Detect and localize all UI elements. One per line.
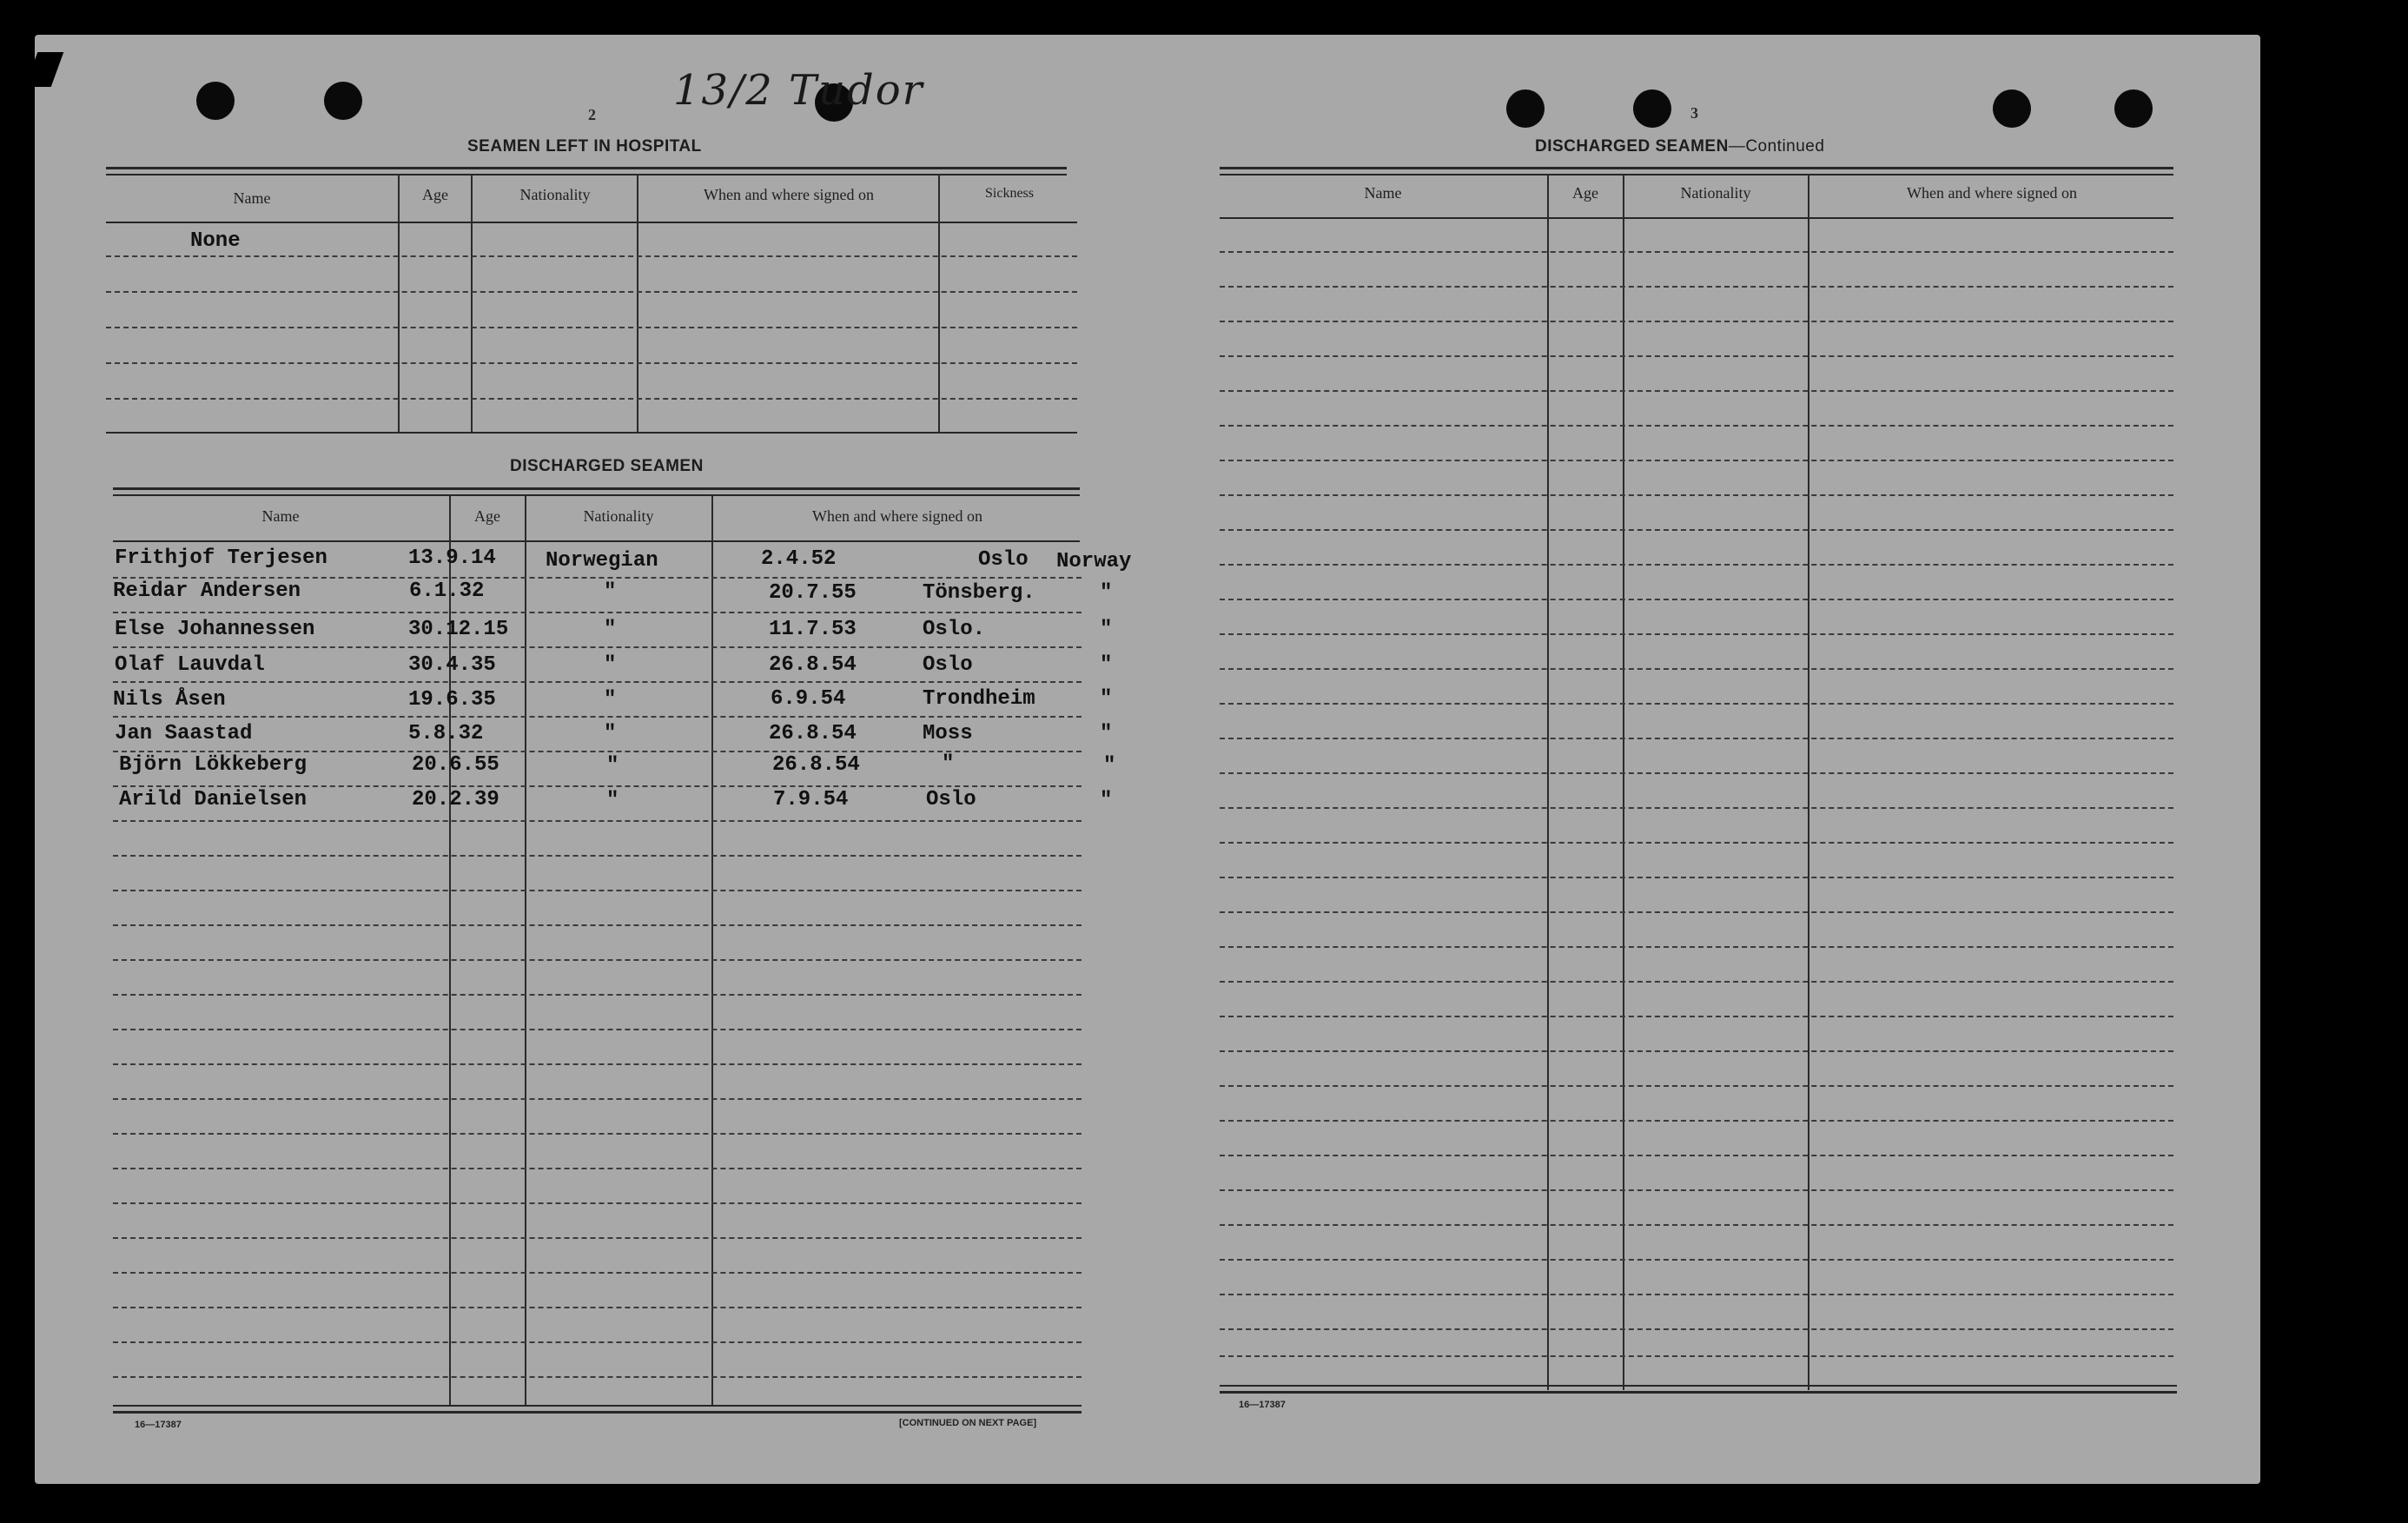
table-rule <box>113 1341 1082 1343</box>
table-rule <box>113 890 1082 891</box>
discharged-row-place: Oslo <box>926 788 976 811</box>
handwritten-note: 13/2 Tudor <box>673 66 924 115</box>
punch-hole <box>324 82 362 120</box>
table-rule <box>1220 772 2173 774</box>
table-rule <box>106 255 1077 257</box>
table-rule <box>113 1237 1082 1239</box>
table-rule <box>106 362 1077 364</box>
discharged-row-name: Arild Danielsen <box>119 788 308 811</box>
table-rule <box>1220 564 2173 566</box>
discharged-col-nationality: Nationality <box>583 507 654 525</box>
table-rule <box>113 646 1082 648</box>
table-rule <box>113 540 1080 542</box>
table-rule <box>113 959 1082 961</box>
table-rule <box>1220 355 2173 357</box>
discharged-row-age: 20.6.55 <box>412 753 499 777</box>
discharged-row-nationality: " <box>604 618 617 641</box>
table-rule <box>113 855 1082 857</box>
table-rule <box>1220 1120 2173 1122</box>
table-rule <box>1220 1294 2173 1295</box>
table-column-divider <box>938 174 940 432</box>
table-rule <box>1220 425 2173 427</box>
discharged-row-nationality: " <box>604 722 617 745</box>
discharged-row-age: 30.12.15 <box>408 618 509 641</box>
table-rule <box>113 1376 1082 1378</box>
table-rule <box>113 487 1080 490</box>
discharged-row-country: " <box>1100 581 1113 605</box>
discharged-row-country: " <box>1100 653 1113 677</box>
discharged-row-nationality: " <box>604 653 617 677</box>
discharged-row-country: " <box>1100 618 1113 641</box>
table-rule <box>1220 529 2173 531</box>
table-rule <box>1220 494 2173 496</box>
discharged-row-date: 20.7.55 <box>769 581 857 605</box>
hospital-col-sickness: Sickness <box>985 186 1034 201</box>
hospital-row-name: None <box>190 229 241 253</box>
continued-note: [CONTINUED ON NEXT PAGE] <box>899 1418 1037 1428</box>
table-rule <box>113 1411 1082 1414</box>
punch-hole <box>1506 89 1545 128</box>
table-rule <box>113 1133 1082 1135</box>
table-rule <box>1220 217 2173 219</box>
table-rule <box>1220 251 2173 253</box>
table-rule <box>1220 599 2173 600</box>
discharged-row-country: " <box>1100 687 1113 711</box>
discharged-row-place: Moss <box>923 722 973 745</box>
right-page-number: 3 <box>1690 104 1698 122</box>
table-rule <box>113 494 1080 496</box>
table-rule <box>113 612 1082 613</box>
discharged-row-date: 6.9.54 <box>771 687 846 711</box>
discharged-row-country: " <box>1103 754 1116 778</box>
discharged-row-age: 6.1.32 <box>409 579 485 603</box>
table-rule <box>113 1029 1082 1030</box>
discharged-row-place: Oslo <box>978 548 1029 572</box>
discharged-row-date: 7.9.54 <box>773 788 849 811</box>
punch-hole <box>1993 89 2031 128</box>
table-rule <box>1220 1385 2177 1387</box>
hospital-section-title: SEAMEN LEFT IN HOSPITAL <box>467 137 702 156</box>
table-rule <box>1220 877 2173 878</box>
table-rule <box>106 398 1077 400</box>
table-rule <box>1220 1155 2173 1156</box>
discharged-row-age: 5.8.32 <box>408 722 484 745</box>
discharged-row-country: " <box>1100 722 1113 745</box>
discharged-row-name: Nils Åsen <box>113 688 226 712</box>
form-number: 16—17387 <box>1239 1400 1286 1410</box>
table-column-divider <box>471 174 473 432</box>
table-column-divider <box>711 494 713 1407</box>
discharged-continued-title-main: DISCHARGED SEAMEN <box>1535 137 1729 156</box>
discharged-row-date: 26.8.54 <box>769 722 857 745</box>
discharged-row-age: 20.2.39 <box>412 788 499 811</box>
table-rule <box>113 994 1082 996</box>
continued-col-age: Age <box>1572 184 1598 202</box>
discharged-row-date: 2.4.52 <box>761 547 837 571</box>
discharged-row-name: Frithjof Terjesen <box>115 546 327 570</box>
table-rule <box>113 1272 1082 1274</box>
discharged-continued-title <box>1535 137 1824 156</box>
discharged-row-nationality: " <box>606 754 619 778</box>
table-rule <box>1220 807 2173 809</box>
table-column-divider <box>525 494 526 1407</box>
table-rule <box>113 820 1082 822</box>
table-rule <box>113 751 1082 752</box>
discharged-row-nationality: " <box>604 580 617 604</box>
table-rule <box>106 291 1077 293</box>
table-rule <box>1220 1189 2173 1191</box>
table-rule <box>106 174 1067 175</box>
discharged-col-signed-on: When and where signed on <box>812 507 982 525</box>
discharged-row-age: 30.4.35 <box>408 653 496 677</box>
table-rule <box>1220 1224 2173 1226</box>
table-rule <box>106 432 1077 434</box>
hospital-col-name: Name <box>233 189 271 207</box>
discharged-row-name: Olaf Lauvdal <box>115 653 265 677</box>
table-rule <box>1220 633 2173 635</box>
table-column-divider <box>637 174 638 432</box>
table-rule <box>1220 1391 2177 1394</box>
table-rule <box>113 1202 1082 1204</box>
discharged-section-title: DISCHARGED SEAMEN <box>510 457 704 475</box>
discharged-row-place: Oslo. <box>923 618 986 641</box>
table-rule <box>1220 981 2173 983</box>
table-rule <box>113 1098 1082 1100</box>
hospital-col-signed-on: When and where signed on <box>704 186 874 203</box>
table-rule <box>106 327 1077 328</box>
table-rule <box>113 577 1082 579</box>
table-rule <box>1220 390 2173 392</box>
left-page-number: 2 <box>588 106 596 123</box>
table-rule <box>1220 1259 2173 1261</box>
table-rule <box>113 785 1082 787</box>
table-rule <box>1220 911 2173 913</box>
discharged-row-date: 26.8.54 <box>769 653 857 677</box>
table-rule <box>1220 946 2173 948</box>
discharged-continued-title-suffix: —Continued <box>1728 137 1825 156</box>
continued-col-nationality: Nationality <box>1680 184 1751 202</box>
discharged-row-name: Björn Lökkeberg <box>119 753 308 777</box>
discharged-row-age: 13.9.14 <box>408 546 496 570</box>
table-column-divider <box>398 174 400 432</box>
table-rule <box>1220 286 2173 288</box>
table-rule <box>1220 842 2173 844</box>
table-rule <box>106 167 1067 169</box>
table-rule <box>1220 1328 2173 1330</box>
table-rule <box>113 1168 1082 1169</box>
table-rule <box>113 1405 1082 1407</box>
continued-col-signed-on: When and where signed on <box>1907 184 2077 202</box>
discharged-row-nationality: " <box>604 688 617 712</box>
table-rule <box>1220 738 2173 739</box>
table-rule <box>106 222 1077 223</box>
table-rule <box>113 1063 1082 1065</box>
table-rule <box>113 681 1082 683</box>
table-rule <box>1220 167 2173 169</box>
discharged-row-place: Tönsberg. <box>923 581 1035 605</box>
discharged-row-place: Oslo <box>923 653 973 677</box>
table-rule <box>1220 460 2173 461</box>
discharged-row-place: " <box>942 752 955 776</box>
discharged-row-name: Else Johannessen <box>115 618 315 641</box>
table-rule <box>1220 1355 2173 1357</box>
discharged-row-nationality: " <box>606 789 619 812</box>
table-rule <box>1220 321 2173 322</box>
discharged-row-date: 26.8.54 <box>772 753 860 777</box>
table-rule <box>1220 1016 2173 1017</box>
discharged-row-name: Jan Saastad <box>115 722 253 745</box>
discharged-row-name: Reidar Andersen <box>113 579 301 603</box>
discharged-row-age: 19.6.35 <box>408 688 496 712</box>
table-rule <box>113 1307 1082 1308</box>
discharged-col-age: Age <box>474 507 500 525</box>
table-rule <box>1220 1085 2173 1087</box>
discharged-row-date: 11.7.53 <box>769 618 857 641</box>
punch-hole <box>2114 89 2153 128</box>
discharged-col-name: Name <box>261 507 300 525</box>
form-number: 16—17387 <box>135 1420 182 1430</box>
continued-col-name: Name <box>1364 184 1402 202</box>
discharged-row-country: " <box>1100 789 1113 812</box>
discharged-row-place: Trondheim <box>923 687 1035 711</box>
punch-hole <box>196 82 235 120</box>
table-rule <box>1220 1050 2173 1052</box>
punch-hole <box>1633 89 1671 128</box>
table-rule <box>1220 174 2173 175</box>
table-rule <box>113 924 1082 926</box>
table-rule <box>113 716 1082 718</box>
table-rule <box>1220 668 2173 670</box>
table-rule <box>1220 703 2173 705</box>
hospital-col-nationality: Nationality <box>519 186 591 203</box>
hospital-col-age: Age <box>422 186 448 203</box>
discharged-row-nationality: Norwegian <box>546 549 658 573</box>
discharged-row-country: Norway <box>1056 550 1132 573</box>
